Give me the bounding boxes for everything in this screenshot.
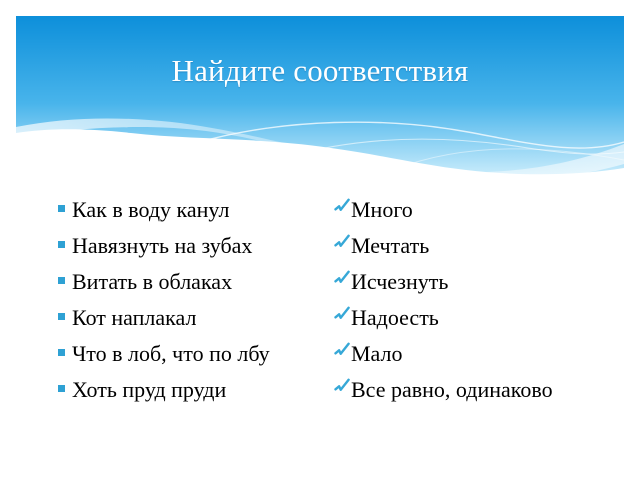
checkmark-arrow-icon: [334, 234, 350, 250]
meaning-item: [334, 266, 624, 302]
meaning-label: Мечтать: [351, 233, 430, 258]
square-bullet-icon: [58, 313, 65, 320]
meaning-label: Много: [351, 197, 413, 222]
meaning-item: [334, 338, 624, 374]
checkmark-arrow-icon: [334, 342, 350, 358]
checkmark-arrow-icon: [334, 306, 350, 322]
idiom-label: Как в воду канул: [72, 197, 230, 222]
idiom-item: [56, 338, 326, 374]
checkmark-arrow-icon: [334, 198, 350, 214]
square-bullet-icon: [58, 385, 65, 392]
checkmark-arrow-icon: [334, 378, 350, 394]
meaning-label: Надоесть: [351, 305, 439, 330]
idiom-label: Что в лоб, что по лбу: [72, 341, 270, 366]
square-bullet-icon: [58, 241, 65, 248]
idiom-item: [56, 374, 326, 410]
idiom-item: [56, 230, 326, 266]
idiom-label: Витать в облаках: [72, 269, 233, 294]
idioms-list: [56, 194, 326, 410]
idiom-item: [56, 266, 326, 302]
meanings-list: [334, 194, 624, 410]
square-bullet-icon: [58, 205, 65, 212]
slide-title: Найдите соответствия: [171, 53, 469, 88]
square-bullet-icon: [58, 349, 65, 356]
blue-wave-header: [16, 16, 624, 186]
checkmark-arrow-icon: [334, 270, 350, 286]
square-bullet-icon: [58, 277, 65, 284]
meaning-item: [334, 302, 624, 338]
idiom-label: Кот наплакал: [72, 305, 197, 330]
meaning-item: [334, 230, 624, 266]
idiom-label: Хоть пруд пруди: [72, 377, 227, 402]
meaning-item: [334, 374, 624, 410]
meaning-label: Все равно, одинаково: [351, 377, 553, 402]
meaning-label: Исчезнуть: [351, 269, 449, 294]
idiom-item: [56, 194, 326, 230]
idiom-item: [56, 302, 326, 338]
idiom-label: Навязнуть на зубах: [72, 233, 253, 258]
meaning-item: [334, 194, 624, 230]
meaning-label: Мало: [351, 341, 403, 366]
